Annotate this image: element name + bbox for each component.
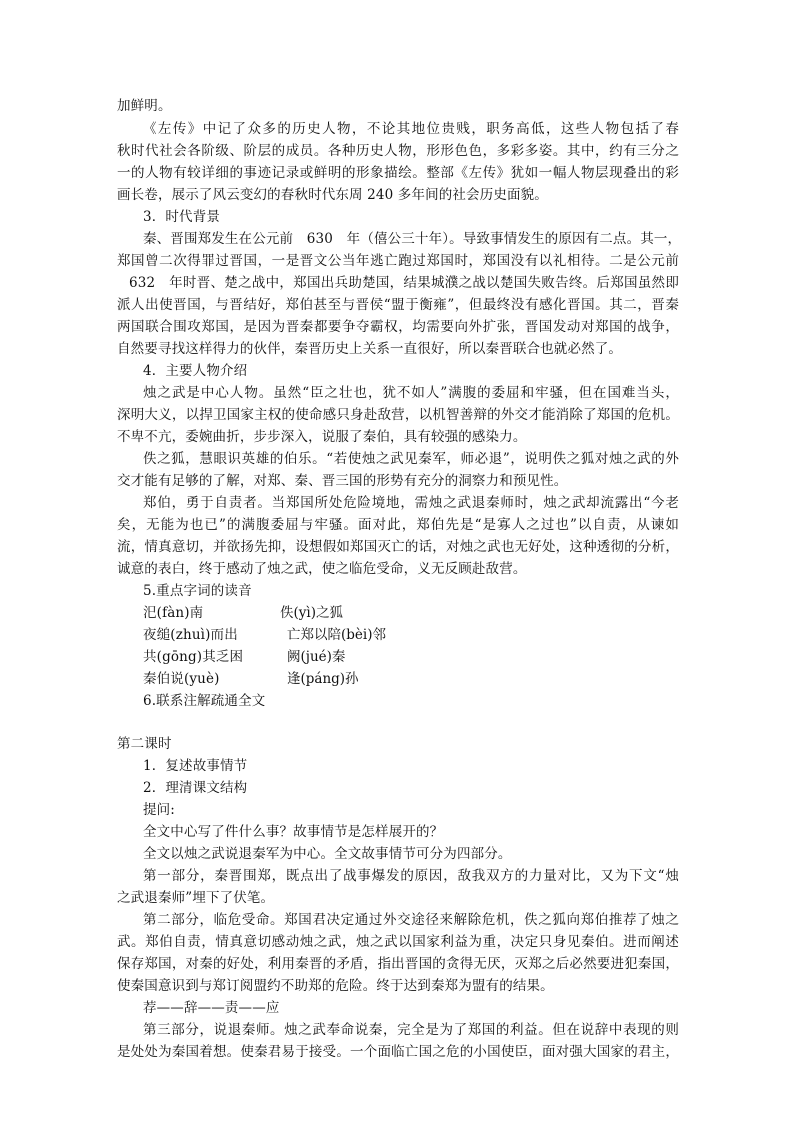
- paragraph-line: 全文中心写了件什么事？故事情节是怎样展开的？: [143, 824, 444, 840]
- paragraph-line: 秦、晋围郑发生在公元前 630 年（僖公三十年）。导致事情发生的原因有二点。其一，: [143, 231, 682, 247]
- paragraph-line: 武。郑伯自责，情真意切感动烛之武，烛之武以国家利益为重，决定只身见秦伯。进而阐述: [117, 934, 679, 950]
- question-label: 提问:: [143, 802, 175, 818]
- paragraph-line: 郑伯，勇于自责者。当郑国所处危险境地，需烛之武退秦师时，烛之武却流露出“今老: [143, 495, 679, 511]
- paragraph-line: 诚意的表白，终于感动了烛之武，使之临危受命，义无反顾赴敌营。: [117, 561, 527, 577]
- paragraph-line: 632 年时晋、楚之战中，郑国出兵助楚国，结果城濮之战以楚国失败告终。后郑国虽然即: [129, 275, 679, 291]
- paragraph-line: 派人出使晋国，与晋结好，郑伯甚至与晋侯“盟于衡雍”，但最终没有感化晋国。其二，晋秦: [117, 297, 679, 313]
- text-line: 加鲜明。: [117, 98, 172, 114]
- section-heading: 4．主要人物介绍: [143, 363, 248, 379]
- paragraph-line: 深明大义，以捍卫国家主权的使命感只身赴敌营，以机智善辩的外交才能消除了郑国的危机。: [117, 407, 679, 423]
- paragraph-line: 一的人物有较详细的事迹记录或鲜明的形象描绘。整部《左传》犹如一幅人物层现叠出的彩: [117, 165, 679, 181]
- paragraph-line: 秋时代社会各阶级、阶层的成员。各种历史人物，形形色色，多彩多姿。其中，约有三分之: [117, 143, 679, 159]
- paragraph-line: 保存郑国，对秦的好处，利用秦晋的矛盾，指出晋国的贪得无厌，灭郑之后必然要进犯秦国，: [117, 956, 679, 972]
- section-heading: 1．复述故事情节: [143, 758, 248, 774]
- paragraph-line: 是处处为秦国着想。使秦君易于接受。一个面临亡国之危的小国使臣，面对强大国家的君主，: [117, 1044, 679, 1060]
- paragraph-line: 流，情真意切，并欲扬先抑，设想假如郑国灭亡的话，对烛之武也无好处，这种透彻的分析，: [117, 539, 679, 555]
- paragraph-line: 不卑不亢，委婉曲折，步步深入，说服了秦伯，具有较强的感染力。: [117, 429, 527, 445]
- paragraph-line: 全文以烛之武说退秦军为中心。全文故事情节可分为四部分。: [143, 846, 512, 862]
- paragraph-line: 画长卷，展示了风云变幻的春秋时代东周 240 多年间的社会历史面貌。: [117, 187, 548, 203]
- section-heading: 5.重点字词的读音: [143, 583, 252, 599]
- pronunciation-item: 夜缒(zhuì)而出: [143, 627, 238, 643]
- paragraph-line: 第三部分，说退秦师。烛之武奉命说秦，完全是为了郑国的利益。但在说辞中表现的则: [143, 1022, 679, 1038]
- pronunciation-item: 佚(yì)之狐: [280, 605, 343, 621]
- pronunciation-item: 逢(páng)孙: [287, 671, 359, 687]
- pronunciation-item: 秦伯说(yuè): [143, 671, 220, 687]
- paragraph-line: 自然要寻找这样得力的伙伴，秦晋历史上关系一直很好，所以秦晋联合也就必然了。: [117, 341, 623, 357]
- paragraph-line: 使秦国意识到与郑订阅盟约不助郑的危险。终于达到秦郑为盟有的结果。: [117, 978, 554, 994]
- paragraph-line: 第二部分，临危受命。郑国君决定通过外交途径来解除危机，佚之狐向郑伯推荐了烛之: [143, 912, 679, 928]
- paragraph-line: 两国联合围攻郑国，是因为晋秦都要争夺霸权，均需要向外扩张，晋国发动对郑国的战争，: [117, 319, 679, 335]
- pronunciation-item: 共(gōng)其乏困: [143, 649, 244, 665]
- structure-summary: 荐——辞——责——应: [143, 1000, 280, 1016]
- paragraph-line: 郑国曾二次得罪过晋国，一是晋文公当年逃亡跑过郑国时，郑国没有以礼相待。二是公元前: [117, 253, 679, 269]
- pronunciation-item: 亡郑以陪(bèi)邻: [287, 627, 386, 643]
- pronunciation-item: 汜(fàn)南: [143, 605, 204, 621]
- paragraph-line: 之武退秦师”埋下了伏笔。: [117, 890, 275, 906]
- section-heading: 2．理清课文结构: [143, 780, 248, 796]
- section-heading: 3．时代背景: [143, 209, 220, 225]
- paragraph-line: 《左传》中记了众多的历史人物，不论其地位贵贱，职务高低，这些人物包括了春: [143, 121, 679, 137]
- paragraph-line: 矣，无能为也已”的满腹委屈与牢骚。面对此，郑伯先是“是寡人之过也”以自责，从谏如: [117, 517, 679, 533]
- pronunciation-item: 阙(jué)秦: [287, 649, 346, 665]
- paragraph-line: 交才能有足够的了解，对郑、秦、晋三国的形势有充分的洞察力和预见性。: [117, 473, 568, 489]
- section-heading: 6.联系注解疏通全文: [143, 693, 266, 709]
- paragraph-line: 烛之武是中心人物。虽然“臣之壮也，犹不如人”满腹的委屈和牢骚，但在国难当头，: [143, 385, 679, 401]
- paragraph-line: 佚之狐，慧眼识英雄的伯乐。“若使烛之武见秦军，师必退”，说明佚之狐对烛之武的外: [143, 451, 679, 467]
- lesson-heading: 第二课时: [117, 736, 172, 752]
- paragraph-line: 第一部分，秦晋围郑，既点出了战事爆发的原因，敌我双方的力量对比，又为下文“烛: [143, 868, 679, 884]
